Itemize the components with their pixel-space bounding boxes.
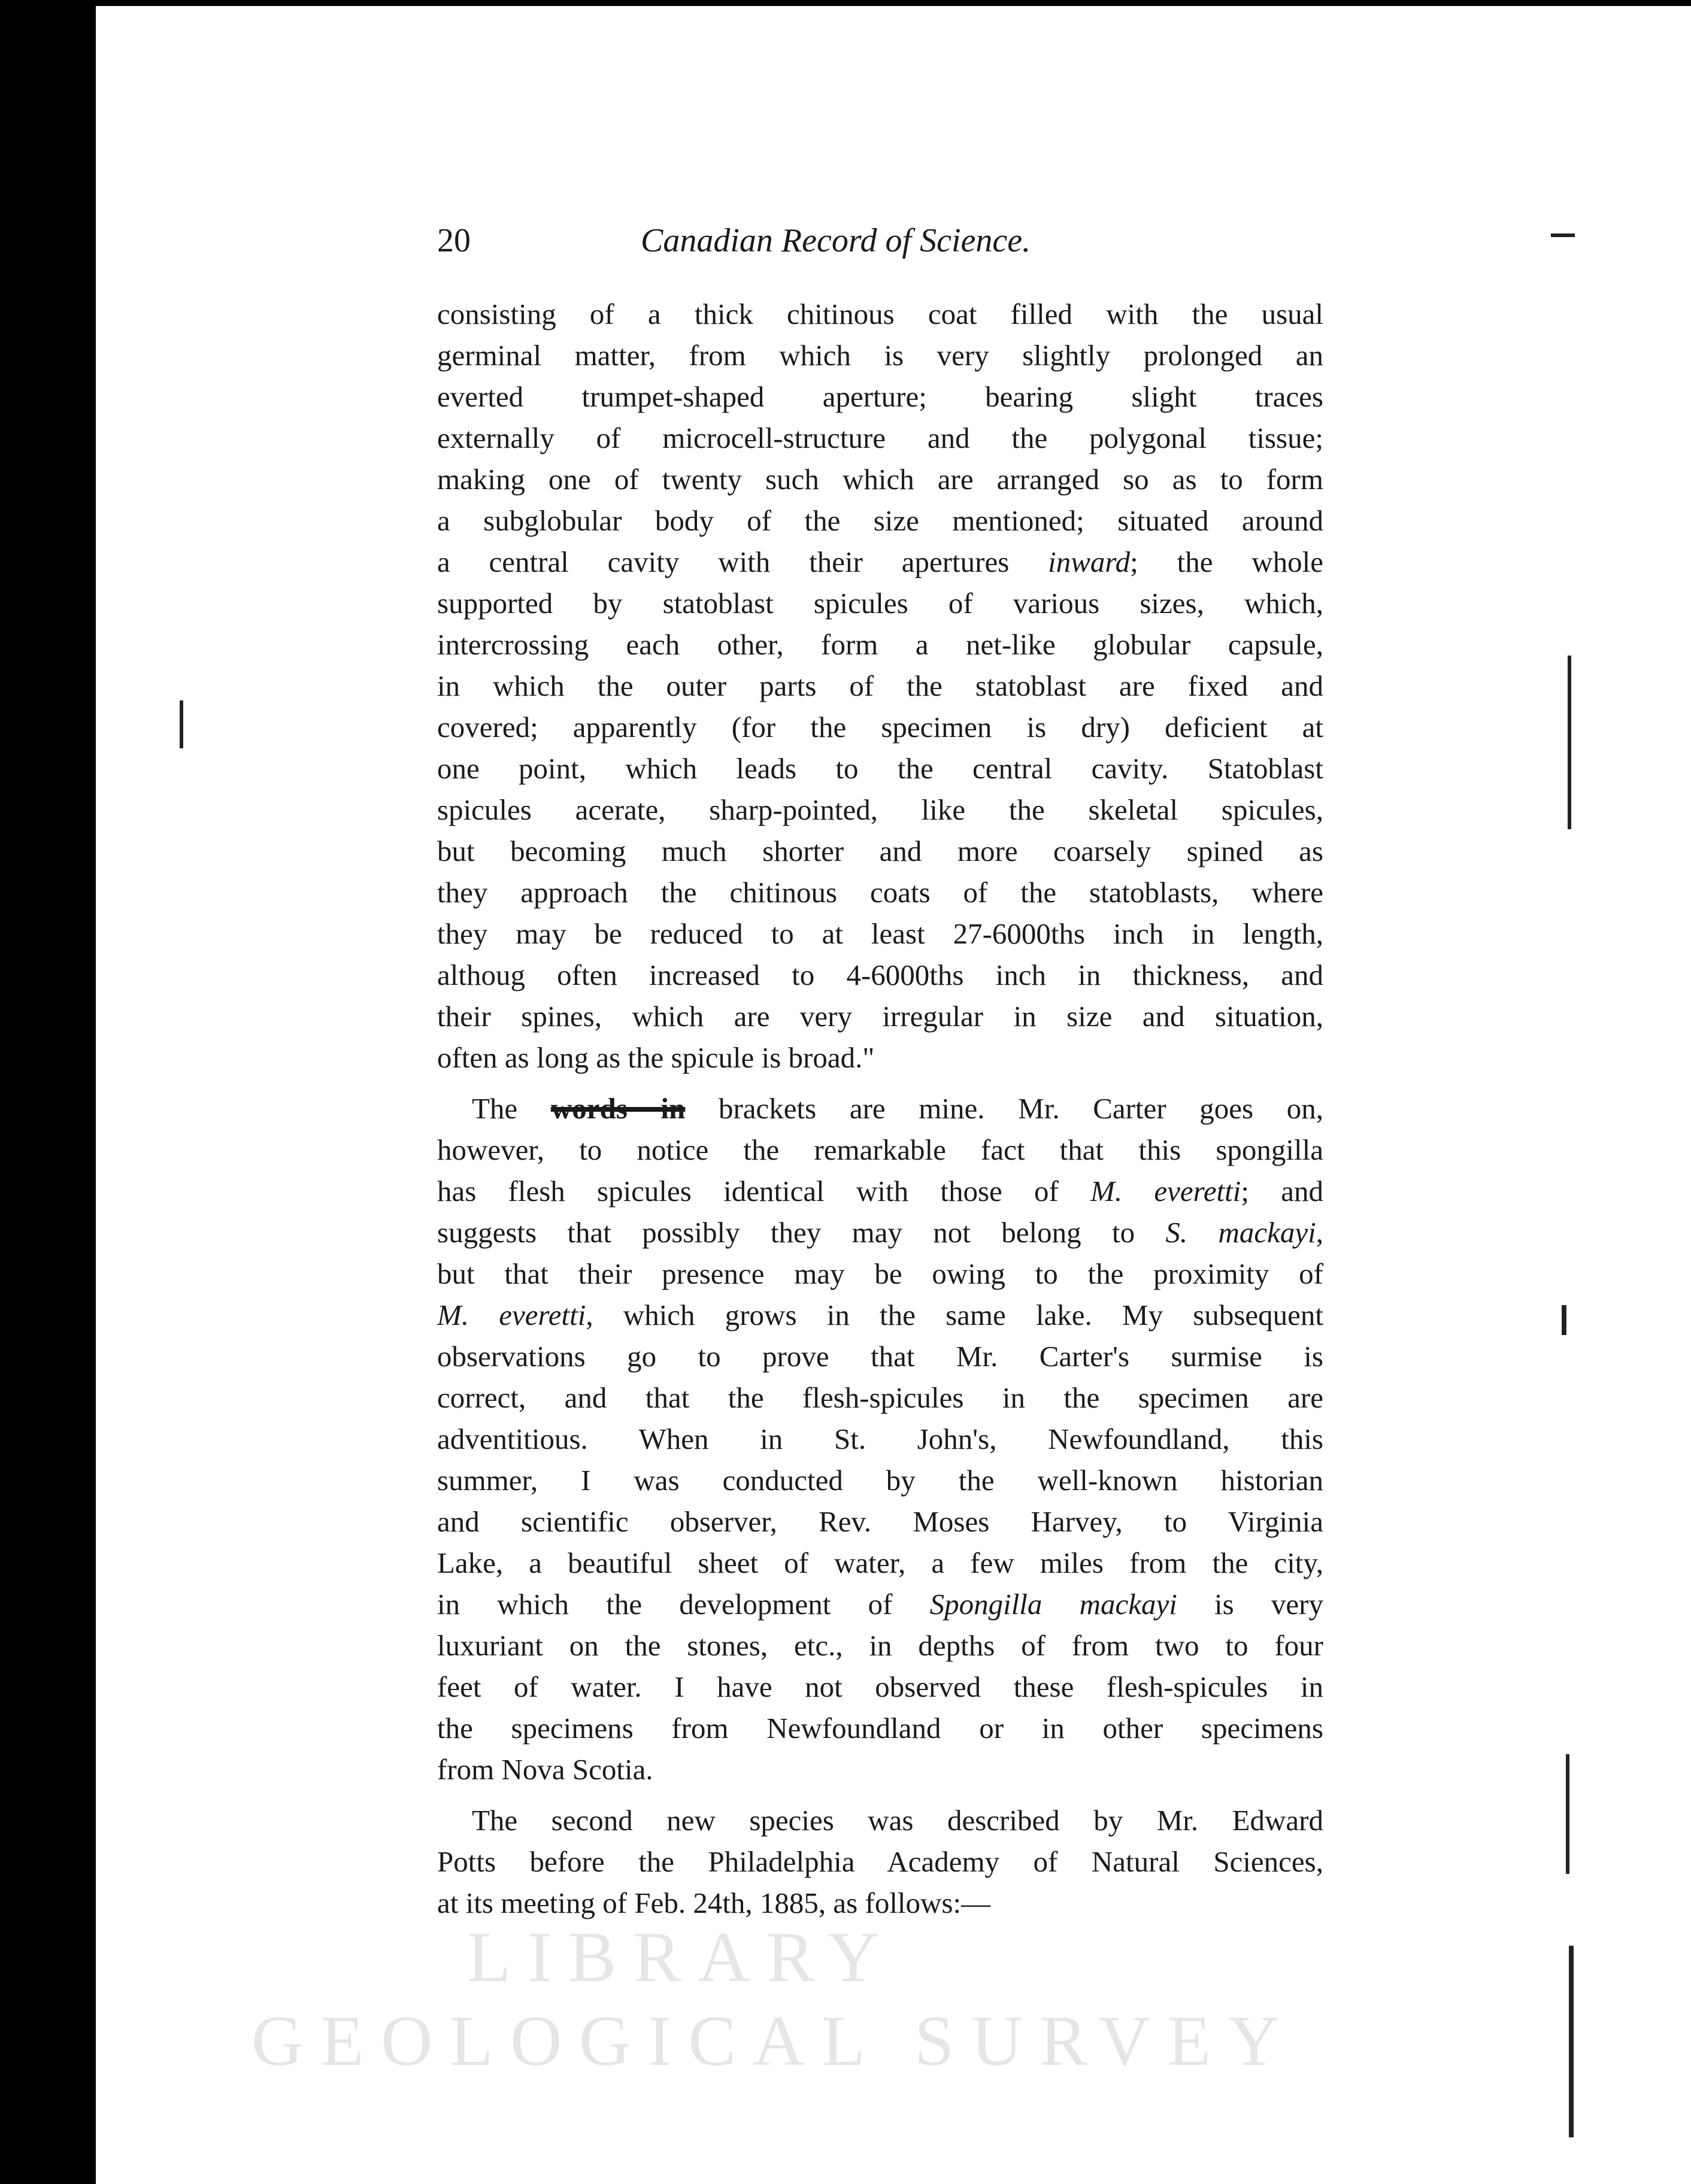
document-page xyxy=(437,222,1323,1924)
italic-text: Spongilla mackayi xyxy=(929,1588,1177,1621)
text-run: in which the development of xyxy=(437,1588,930,1621)
text-run: adventitious. When in St. John's, Newfoundland, this xyxy=(437,1422,1323,1455)
bleed-mark xyxy=(1562,1305,1566,1335)
text-run: summer, I was conducted by the well-known historian xyxy=(437,1464,1323,1497)
text-line xyxy=(437,1707,1323,1749)
text-line xyxy=(437,830,1323,872)
text-run: observations go to prove that Mr. Carter's surmise is xyxy=(437,1340,1323,1373)
text-line xyxy=(437,913,1323,954)
library-stamp xyxy=(251,1916,1297,2080)
text-line xyxy=(437,417,1323,459)
text-line xyxy=(437,1666,1323,1707)
text-run: althoug often increased to 4-6000ths inch in thickness, and xyxy=(437,958,1323,991)
text-line xyxy=(437,1336,1323,1377)
text-line xyxy=(437,1625,1323,1666)
paragraph-carter-remarks xyxy=(437,1088,1323,1790)
text-run: correct, and that the flesh-spicules in the specimen are xyxy=(437,1381,1323,1414)
bleed-mark xyxy=(180,700,183,748)
text-line xyxy=(437,748,1323,789)
page-number: 20 xyxy=(437,222,471,259)
text-run: , which grows in the same lake. My subsequent xyxy=(586,1299,1324,1331)
text-line xyxy=(437,872,1323,913)
text-line xyxy=(437,1841,1323,1882)
bleed-mark xyxy=(1551,233,1575,237)
text-line xyxy=(437,1088,1323,1129)
text-run: everted trumpet-shaped aperture; bearing slight traces xyxy=(437,380,1323,413)
text-run: the specimens from Newfoundland or in other specimens xyxy=(437,1712,1323,1745)
text-run: a central cavity with their apertures xyxy=(437,545,1048,578)
text-run: is very xyxy=(1177,1588,1323,1621)
text-line xyxy=(437,789,1323,830)
paragraph-quote-continuation xyxy=(437,293,1323,1078)
text-run: from Nova Scotia. xyxy=(437,1753,653,1786)
text-line xyxy=(437,500,1323,541)
text-run: often as long as the spicule is broad." xyxy=(437,1041,875,1074)
text-run: but becoming much shorter and more coarsely spined as xyxy=(437,835,1323,867)
text-run: has flesh spicules identical with those of xyxy=(437,1175,1091,1208)
bleed-mark xyxy=(1569,1946,1574,2137)
stamp-line-2: GEOLOGICAL SURVEY xyxy=(251,2001,1297,2080)
text-run: feet of water. I have not observed these flesh-spicules in xyxy=(437,1670,1323,1703)
text-run: one point, which leads to the central cavity. Statoblast xyxy=(437,752,1323,785)
text-line xyxy=(437,954,1323,996)
italic-text: M. everetti xyxy=(1090,1175,1241,1208)
text-line xyxy=(437,1460,1323,1501)
bleed-mark xyxy=(1568,656,1571,829)
text-line xyxy=(437,1294,1323,1336)
italic-text: M. everetti xyxy=(437,1299,586,1331)
text-line xyxy=(437,541,1323,583)
text-run: in which the outer parts of the statoblast are fixed and xyxy=(437,669,1323,702)
text-run: ; the whole xyxy=(1130,545,1324,578)
text-line xyxy=(437,1418,1323,1460)
text-run: The xyxy=(472,1092,551,1125)
italic-text: S. mackayi xyxy=(1165,1216,1316,1249)
scan-border-left xyxy=(0,0,96,2184)
text-line xyxy=(437,996,1323,1037)
text-line xyxy=(437,459,1323,500)
text-run: ; and xyxy=(1241,1175,1323,1208)
struck-text: words in xyxy=(550,1092,686,1125)
text-run: however, to notice the remarkable fact that this spongilla xyxy=(437,1133,1323,1166)
text-run: at its meeting of Feb. 24th, 1885, as follows:— xyxy=(437,1886,991,1919)
text-run: they may be reduced to at least 27-6000ths inch in length, xyxy=(437,917,1323,950)
text-run: Potts before the Philadelphia Academy of Natural Sciences, xyxy=(437,1845,1323,1878)
text-run: intercrossing each other, form a net-like globular capsule, xyxy=(437,628,1323,661)
text-line xyxy=(437,1377,1323,1418)
text-line xyxy=(437,1129,1323,1170)
text-line xyxy=(437,293,1323,335)
text-run: suggests that possibly they may not belong to xyxy=(437,1216,1166,1249)
text-run: consisting of a thick chitinous coat filled with the usual xyxy=(437,298,1323,330)
text-run: externally of microcell-structure and the polygonal tissue; xyxy=(437,421,1323,454)
italic-text: inward xyxy=(1048,545,1131,578)
text-line xyxy=(437,1501,1323,1542)
text-line xyxy=(437,1037,1323,1078)
scan-border-top xyxy=(96,0,1691,6)
text-run: supported by statoblast spicules of various sizes, which, xyxy=(437,587,1323,620)
text-line xyxy=(437,624,1323,665)
text-run: , xyxy=(1316,1216,1323,1249)
text-run: spicules acerate, sharp-pointed, like the skeletal spicules, xyxy=(437,793,1323,826)
text-line xyxy=(437,1212,1323,1253)
text-run: their spines, which are very irregular in size and situation, xyxy=(437,1000,1323,1033)
running-title: Canadian Record of Science. xyxy=(641,222,1031,259)
paragraph-second-species xyxy=(437,1800,1323,1924)
text-run: covered; apparently (for the specimen is dry) deficient at xyxy=(437,711,1323,744)
page-header xyxy=(437,222,1323,269)
text-run: The second new species was described by Mr. Edward xyxy=(472,1804,1323,1837)
bleed-mark xyxy=(1566,1754,1569,1874)
text-run: a subglobular body of the size mentioned; situated around xyxy=(437,504,1323,537)
text-line xyxy=(437,1584,1323,1625)
text-run: Lake, a beautiful sheet of water, a few miles from the city, xyxy=(437,1546,1323,1579)
text-line xyxy=(437,376,1323,417)
text-line xyxy=(437,665,1323,706)
text-run: they approach the chitinous coats of the statoblasts, where xyxy=(437,876,1323,909)
text-run: making one of twenty such which are arranged so as to form xyxy=(437,463,1323,496)
text-run: and scientific observer, Rev. Moses Harvey, to Virginia xyxy=(437,1505,1323,1538)
text-run: luxuriant on the stones, etc., in depths of from two to four xyxy=(437,1629,1323,1662)
text-line xyxy=(437,583,1323,624)
text-line xyxy=(437,1170,1323,1212)
text-line xyxy=(437,706,1323,748)
text-line xyxy=(437,1749,1323,1790)
text-run: germinal matter, from which is very slightly prolonged an xyxy=(437,339,1323,372)
stamp-line-1: LIBRARY xyxy=(467,1917,896,1997)
text-run: but that their presence may be owing to the proximity of xyxy=(437,1257,1323,1290)
text-line xyxy=(437,1542,1323,1584)
text-line xyxy=(437,335,1323,376)
text-run: brackets are mine. Mr. Carter goes on, xyxy=(685,1092,1323,1125)
text-line xyxy=(437,1800,1323,1841)
text-line xyxy=(437,1253,1323,1294)
